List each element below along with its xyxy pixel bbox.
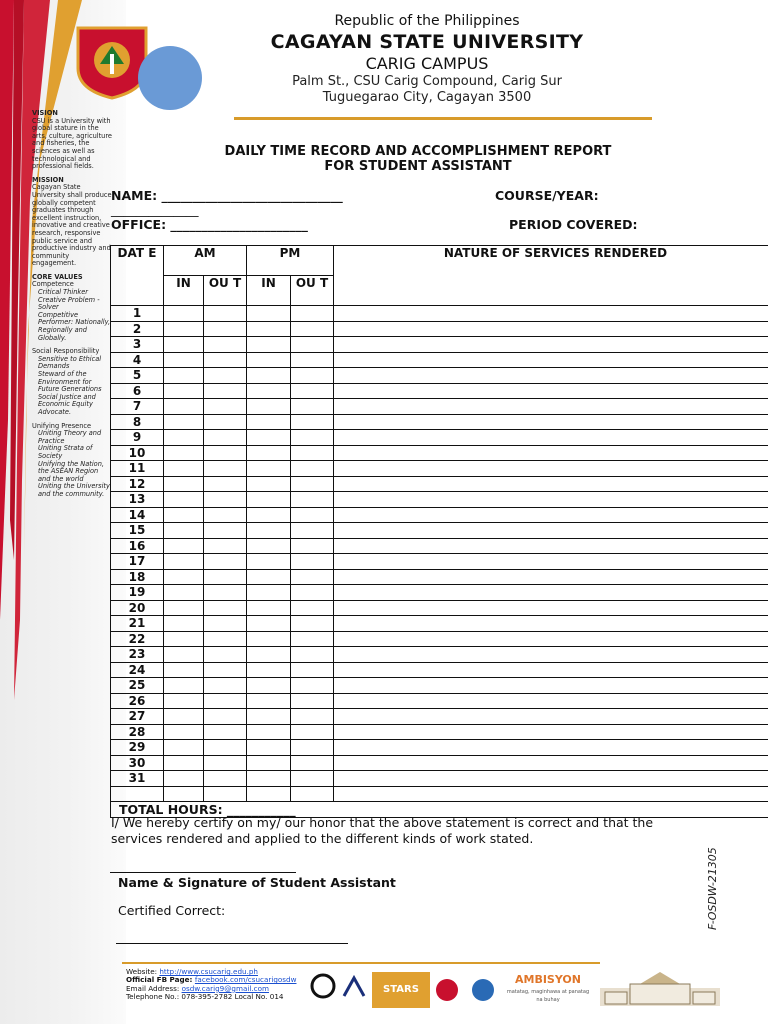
social-item: Steward of the Environment for Future Generations [38,370,102,394]
pm-out-cell[interactable] [291,724,334,740]
am-in-header: IN [164,276,204,306]
am-in-cell[interactable] [164,616,204,632]
services-cell[interactable] [334,724,768,740]
am-in-cell[interactable] [164,693,204,709]
am-out-cell[interactable] [204,771,247,787]
social-heading: Social Responsibility [32,347,100,356]
pm-out-cell[interactable] [291,771,334,787]
pm-in-cell[interactable] [247,771,291,787]
day-row [111,507,768,523]
pm-in-cell[interactable] [247,616,291,632]
am-in-cell[interactable] [164,368,204,384]
form-title-line-2: FOR STUDENT ASSISTANT [324,159,512,174]
day-row [111,693,768,709]
pm-in-cell[interactable] [247,709,291,725]
pm-out-cell[interactable] [291,616,334,632]
period-covered-field[interactable]: PERIOD COVERED: [509,217,638,232]
day-row [111,430,768,446]
day-number: 25 [111,678,164,694]
pm-in-cell[interactable] [247,554,291,570]
university-name: CAGAYAN STATE UNIVERSITY [270,31,584,53]
pm-out-cell[interactable] [291,399,334,415]
day-row [111,662,768,678]
services-cell[interactable] [334,368,768,384]
partner-logo-icon [432,972,462,1008]
am-in-cell[interactable] [164,740,204,756]
pm-out-cell[interactable] [291,492,334,508]
fb-link[interactable]: facebook.com/csucarigosdw [194,975,297,985]
day-number: 16 [111,538,164,554]
am-out-cell[interactable] [204,523,247,539]
certification-statement: I/ We hereby certify on my/ our honor that the above statement is correct and that the services rendered and applied to the different kinds of work stated. [111,815,654,846]
am-out-cell[interactable] [204,616,247,632]
pm-in-cell[interactable] [247,352,291,368]
am-in-cell[interactable] [164,709,204,725]
day-number: 15 [111,523,164,539]
pm-out-cell[interactable] [291,306,334,322]
am-out-cell[interactable] [204,507,247,523]
day-row [111,492,768,508]
am-in-cell[interactable] [164,306,204,322]
am-in-cell[interactable] [164,507,204,523]
day-number: 2 [111,321,164,337]
am-out-cell[interactable] [204,321,247,337]
services-cell[interactable] [334,321,768,337]
day-row [111,445,768,461]
ambisyon-tagline: matatag, maginhawa at panatag na buhay [506,989,590,1003]
name-field[interactable]: NAME: _____________________________ [111,188,343,203]
pm-out-cell[interactable] [291,693,334,709]
website-label: Website: [126,967,160,976]
am-in-cell[interactable] [164,445,204,461]
campus-building-image [600,966,720,1006]
pm-in-cell[interactable] [247,585,291,601]
unifying-item: Uniting the University and the community. [38,482,110,498]
qs-stars-badge: STARS [372,972,430,1008]
am-out-cell[interactable] [204,383,247,399]
pm-out-cell[interactable] [291,569,334,585]
fb-label: Official FB Page: [126,975,195,985]
am-out-cell[interactable] [204,755,247,771]
am-in-cell[interactable] [164,337,204,353]
pm-in-cell[interactable] [247,740,291,756]
day-row [111,569,768,585]
pm-out-cell[interactable] [291,476,334,492]
pm-in-cell[interactable] [247,507,291,523]
signature-label: Name & Signature of Student Assistant [118,875,396,890]
pm-in-cell[interactable] [247,461,291,477]
am-out-cell[interactable] [204,554,247,570]
pm-in-cell[interactable] [247,306,291,322]
form-title [196,144,640,174]
header-divider [234,117,652,120]
pm-out-cell[interactable] [291,337,334,353]
certifier-signature-line [116,943,348,944]
pm-out-cell[interactable] [291,383,334,399]
ambisyon-title: AMBISYON [515,973,581,986]
pm-out-cell[interactable] [291,538,334,554]
day-row [111,337,768,353]
day-row [111,616,768,632]
am-in-cell[interactable] [164,662,204,678]
services-cell[interactable] [334,740,768,756]
am-out-cell[interactable] [204,585,247,601]
day-row [111,306,768,322]
day-number: 21 [111,616,164,632]
competence-item: Creative Problem - Solver [38,295,100,312]
campus-name: CARIG CAMPUS [365,54,489,73]
day-number: 1 [111,306,164,322]
day-number: 13 [111,492,164,508]
services-cell[interactable] [334,399,768,415]
services-cell[interactable] [334,709,768,725]
pm-out-cell[interactable] [291,678,334,694]
pm-in-cell[interactable] [247,337,291,353]
pm-out-cell[interactable] [291,523,334,539]
pm-in-cell[interactable] [247,476,291,492]
day-row [111,476,768,492]
form-code: F-OSDW-21305 [706,847,719,930]
am-in-cell[interactable] [164,755,204,771]
day-number: 20 [111,600,164,616]
services-cell[interactable] [334,771,768,787]
am-out-cell[interactable] [204,414,247,430]
am-in-cell[interactable] [164,461,204,477]
day-number: 8 [111,414,164,430]
accreditation-badge-icon [340,972,368,1008]
day-number: 14 [111,507,164,523]
am-out-cell[interactable] [204,399,247,415]
services-cell[interactable] [334,678,768,694]
services-cell[interactable] [334,383,768,399]
am-out-cell[interactable] [204,678,247,694]
services-cell[interactable] [334,616,768,632]
day-number: 9 [111,430,164,446]
sidebar-vmgo [32,104,112,499]
am-in-cell[interactable] [164,321,204,337]
day-number: 4 [111,352,164,368]
am-out-cell[interactable] [204,662,247,678]
am-out-cell[interactable] [204,445,247,461]
pm-out-cell[interactable] [291,461,334,477]
email-label: Email Address: [126,983,182,993]
am-header: AM [164,246,247,276]
day-number: 26 [111,693,164,709]
day-number: 5 [111,368,164,384]
pm-out-cell[interactable] [291,368,334,384]
day-number: 3 [111,337,164,353]
day-number: 7 [111,399,164,415]
day-number: 30 [111,755,164,771]
pm-in-cell[interactable] [247,678,291,694]
services-cell[interactable] [334,662,768,678]
services-cell[interactable] [334,476,768,492]
pm-out-cell[interactable] [291,647,334,663]
day-row [111,383,768,399]
day-row [111,678,768,694]
day-row [111,321,768,337]
services-cell[interactable] [334,693,768,709]
day-number: 27 [111,709,164,725]
pm-out-cell[interactable] [291,631,334,647]
pm-in-cell[interactable] [247,399,291,415]
am-out-cell[interactable] [204,631,247,647]
pm-header: PM [247,246,334,276]
competence-item: Competitive Performer: Nationally, Regionally and Globally. [38,310,111,342]
pm-in-cell[interactable] [247,724,291,740]
am-in-cell[interactable] [164,631,204,647]
certification-badge-icon [308,972,338,1008]
pm-out-cell[interactable] [291,709,334,725]
am-out-cell[interactable] [204,306,247,322]
day-number: 31 [111,771,164,787]
services-cell[interactable] [334,600,768,616]
pm-in-cell[interactable] [247,321,291,337]
vision-text: CSU is a University with global stature in the arts, culture, agriculture and fisheries, the sciences as well as technological and professional fields. [32,116,112,171]
am-in-cell[interactable] [164,430,204,446]
day-number: 17 [111,554,164,570]
am-out-cell[interactable] [204,352,247,368]
services-cell[interactable] [334,414,768,430]
services-cell[interactable] [334,538,768,554]
day-number: 22 [111,631,164,647]
pm-in-cell[interactable] [247,414,291,430]
day-row [111,647,768,663]
footer-divider [122,962,600,964]
pm-out-cell[interactable] [291,662,334,678]
pm-in-cell[interactable] [247,693,291,709]
services-cell[interactable] [334,569,768,585]
am-in-cell[interactable] [164,678,204,694]
pm-in-cell[interactable] [247,600,291,616]
name-field-continuation: ______________ [111,202,199,217]
am-in-cell[interactable] [164,585,204,601]
services-cell[interactable] [334,647,768,663]
am-in-cell[interactable] [164,600,204,616]
services-cell[interactable] [334,445,768,461]
pm-out-header: OU T [291,276,334,306]
am-in-cell[interactable] [164,383,204,399]
address-line-1: Palm St., CSU Carig Compound, Carig Sur [292,74,562,89]
form-title-line-1: DAILY TIME RECORD AND ACCOMPLISHMENT REPORT [224,144,612,159]
website-link[interactable]: http://www.csucarig.edu.ph [159,967,258,976]
day-row [111,368,768,384]
unifying-item: Uniting Theory and Practice [38,429,102,445]
day-row [111,585,768,601]
services-cell[interactable] [334,631,768,647]
pm-out-cell[interactable] [291,430,334,446]
day-row [111,523,768,539]
services-cell[interactable] [334,507,768,523]
ambisyon-logo [506,972,590,1008]
pm-in-cell[interactable] [247,492,291,508]
am-in-cell[interactable] [164,523,204,539]
day-number: 12 [111,476,164,492]
letterhead [220,12,634,106]
am-out-cell[interactable] [204,461,247,477]
am-out-cell[interactable] [204,476,247,492]
services-cell[interactable] [334,585,768,601]
pm-out-cell[interactable] [291,600,334,616]
am-in-cell[interactable] [164,352,204,368]
am-out-cell[interactable] [204,724,247,740]
day-row [111,631,768,647]
pm-in-cell[interactable] [247,430,291,446]
pm-in-cell[interactable] [247,538,291,554]
blank-cell[interactable] [334,786,768,802]
am-out-cell[interactable] [204,740,247,756]
footer-contact [126,968,296,1002]
services-cell[interactable] [334,755,768,771]
day-row [111,771,768,787]
pm-out-cell[interactable] [291,585,334,601]
mission-text: Cagayan State University shall produce globally competent graduates through excellent instruction, innovative and creative research, responsive public service and productive industry and community engagement. [32,183,112,268]
time-record-table [110,245,768,818]
am-out-cell[interactable] [204,430,247,446]
am-out-cell[interactable] [204,337,247,353]
blank-cell[interactable] [291,786,334,802]
pm-out-cell[interactable] [291,554,334,570]
pm-out-cell[interactable] [291,352,334,368]
pm-in-cell[interactable] [247,647,291,663]
day-number: 19 [111,585,164,601]
day-number: 24 [111,662,164,678]
blank-cell[interactable] [247,786,291,802]
am-out-cell[interactable] [204,693,247,709]
mission-heading: MISSION [32,175,64,184]
day-row [111,414,768,430]
blue-circle-decoration [138,46,202,110]
day-row [111,600,768,616]
services-cell[interactable] [334,523,768,539]
pm-in-cell[interactable] [247,569,291,585]
services-cell[interactable] [334,554,768,570]
unifying-item: Uniting Strata of Society [38,444,93,460]
pm-in-cell[interactable] [247,368,291,384]
telephone: Telephone No.: 078-395-2782 Local No. 014 [126,992,284,1002]
total-hours[interactable]: TOTAL HOURS: ___________ [111,802,768,818]
am-out-cell[interactable] [204,538,247,554]
services-cell[interactable] [334,306,768,322]
am-in-cell[interactable] [164,538,204,554]
day-number: 18 [111,569,164,585]
unifying-heading: Unifying Presence [32,421,92,430]
day-row [111,538,768,554]
am-out-cell[interactable] [204,647,247,663]
competence-item: Critical Thinker [38,288,88,297]
core-values-heading: CORE VALUES [32,272,83,281]
day-row [111,740,768,756]
services-cell[interactable] [334,337,768,353]
am-in-cell[interactable] [164,476,204,492]
pm-in-cell[interactable] [247,383,291,399]
blank-cell[interactable] [164,786,204,802]
am-out-header: OU T [204,276,247,306]
services-cell[interactable] [334,461,768,477]
am-in-cell[interactable] [164,492,204,508]
date-header: DAT E [111,246,164,306]
unifying-item: Unifying the Nation, the ASEAN Region and the world [38,459,104,483]
day-number: 28 [111,724,164,740]
blank-cell[interactable] [111,786,164,802]
blank-row [111,786,768,802]
republic-text: Republic of the Philippines [334,13,520,29]
day-number: 11 [111,461,164,477]
day-row [111,709,768,725]
pm-out-cell[interactable] [291,414,334,430]
pm-out-cell[interactable] [291,740,334,756]
pm-in-cell[interactable] [247,662,291,678]
day-number: 23 [111,647,164,663]
am-in-cell[interactable] [164,724,204,740]
iso-logo-icon [464,972,502,1008]
day-row [111,724,768,740]
day-row [111,554,768,570]
office-field[interactable]: OFFICE: ______________________ [111,217,308,232]
pm-in-cell[interactable] [247,523,291,539]
am-out-cell[interactable] [204,492,247,508]
certified-correct-label: Certified Correct: [118,903,226,918]
am-out-cell[interactable] [204,368,247,384]
day-number: 10 [111,445,164,461]
services-cell[interactable] [334,492,768,508]
pm-out-cell[interactable] [291,445,334,461]
signature-line [110,872,296,873]
am-out-cell[interactable] [204,709,247,725]
social-item: Sensitive to Ethical Demands [38,354,102,371]
am-in-cell[interactable] [164,414,204,430]
nature-of-services-header: NATURE OF SERVICES RENDERED [334,246,768,306]
university-logo [74,24,150,100]
day-row [111,755,768,771]
day-number: 6 [111,383,164,399]
address-line-2: Tuguegarao City, Cagayan 3500 [322,90,532,105]
pm-in-cell[interactable] [247,755,291,771]
social-item: Social Justice and Economic Equity Advocate. [38,392,96,416]
email-link[interactable]: osdw.carig9@gmail.com [181,983,269,993]
am-out-cell[interactable] [204,600,247,616]
pm-out-cell[interactable] [291,321,334,337]
pm-in-cell[interactable] [247,631,291,647]
day-row [111,461,768,477]
day-row [111,352,768,368]
services-cell[interactable] [334,430,768,446]
services-cell[interactable] [334,352,768,368]
day-row [111,399,768,415]
am-in-cell[interactable] [164,569,204,585]
pm-out-cell[interactable] [291,507,334,523]
pm-in-cell[interactable] [247,445,291,461]
competence-heading: Competence [32,280,74,289]
am-in-cell[interactable] [164,647,204,663]
vision-heading: VISION [32,109,58,117]
course-year-field[interactable]: COURSE/YEAR: [495,188,599,203]
day-number: 29 [111,740,164,756]
blank-cell[interactable] [204,786,247,802]
pm-out-cell[interactable] [291,755,334,771]
am-in-cell[interactable] [164,399,204,415]
am-out-cell[interactable] [204,569,247,585]
pm-in-header: IN [247,276,291,306]
am-in-cell[interactable] [164,771,204,787]
am-in-cell[interactable] [164,554,204,570]
